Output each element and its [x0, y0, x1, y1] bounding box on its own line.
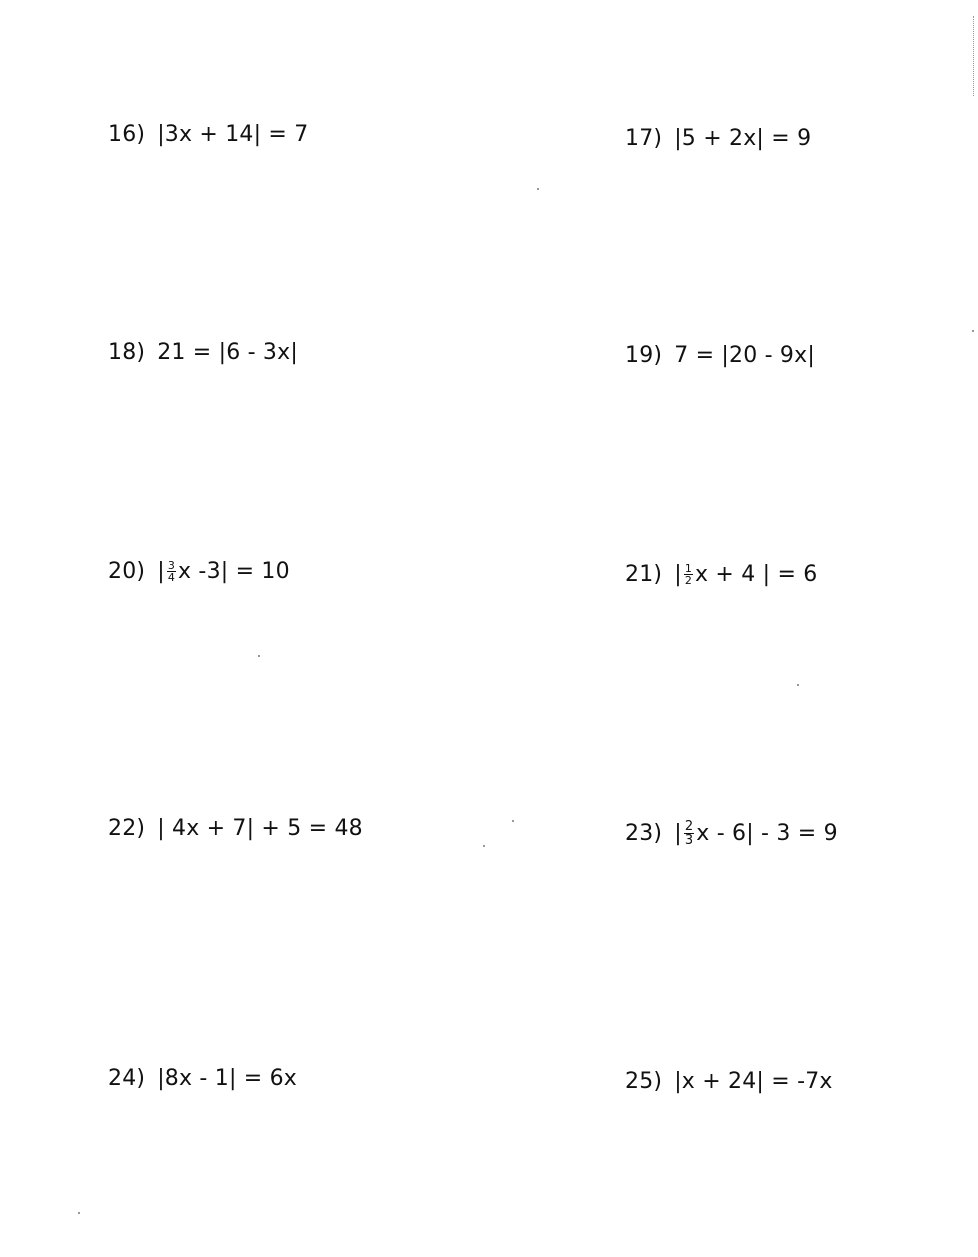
problem-25	[625, 1071, 833, 1093]
problem-number: 25)	[625, 1069, 663, 1094]
scan-speck	[537, 188, 539, 190]
problem-19	[625, 345, 815, 367]
equation-part: x -3| = 10	[178, 558, 290, 584]
equation-part: |	[157, 558, 165, 584]
problem-17	[625, 128, 811, 150]
fraction-denominator: 3	[684, 833, 694, 848]
equation-part: |	[674, 561, 682, 587]
problem-23	[625, 820, 838, 847]
scan-speck	[512, 820, 514, 822]
equation: |3x + 14| = 7	[157, 122, 309, 147]
fraction-numerator: 3	[167, 559, 176, 572]
problem-number: 23)	[625, 820, 663, 846]
equation-part: x + 4 | = 6	[695, 561, 818, 587]
scan-speck	[78, 1212, 80, 1214]
problem-24	[108, 1068, 297, 1090]
equation: |8x - 1| = 6x	[157, 1066, 297, 1091]
problem-number: 16)	[108, 122, 146, 147]
problem-16	[108, 124, 308, 146]
problem-18	[108, 342, 298, 364]
fraction	[684, 563, 693, 586]
problem-number: 20)	[108, 558, 146, 584]
problem-number: 19)	[625, 343, 663, 368]
fraction-denominator: 2	[684, 574, 693, 587]
problem-number: 21)	[625, 561, 663, 587]
equation: |5 + 2x| = 9	[674, 126, 812, 151]
problem-20	[108, 560, 290, 583]
equation: 21 = |6 - 3x|	[157, 340, 298, 365]
equation-part: x - 6| - 3 = 9	[696, 820, 838, 846]
problem-21	[625, 563, 817, 586]
equation-part: |	[674, 820, 682, 846]
problem-number: 17)	[625, 126, 663, 151]
problem-number: 22)	[108, 816, 146, 841]
fraction	[167, 560, 176, 583]
fraction-numerator: 1	[684, 562, 693, 575]
scan-edge-mark	[973, 16, 976, 96]
fraction-numerator: 2	[684, 819, 694, 834]
problem-number: 18)	[108, 340, 146, 365]
problem-number: 24)	[108, 1066, 146, 1091]
scan-speck	[483, 845, 485, 847]
fraction-denominator: 4	[167, 571, 176, 584]
equation: | 4x + 7| + 5 = 48	[157, 816, 363, 841]
fraction	[684, 820, 694, 847]
equation: |x + 24| = -7x	[674, 1069, 833, 1094]
equation: 7 = |20 - 9x|	[674, 343, 815, 368]
scan-speck	[972, 330, 974, 332]
problem-22	[108, 818, 363, 840]
scan-speck	[258, 655, 260, 657]
scan-speck	[797, 684, 799, 686]
